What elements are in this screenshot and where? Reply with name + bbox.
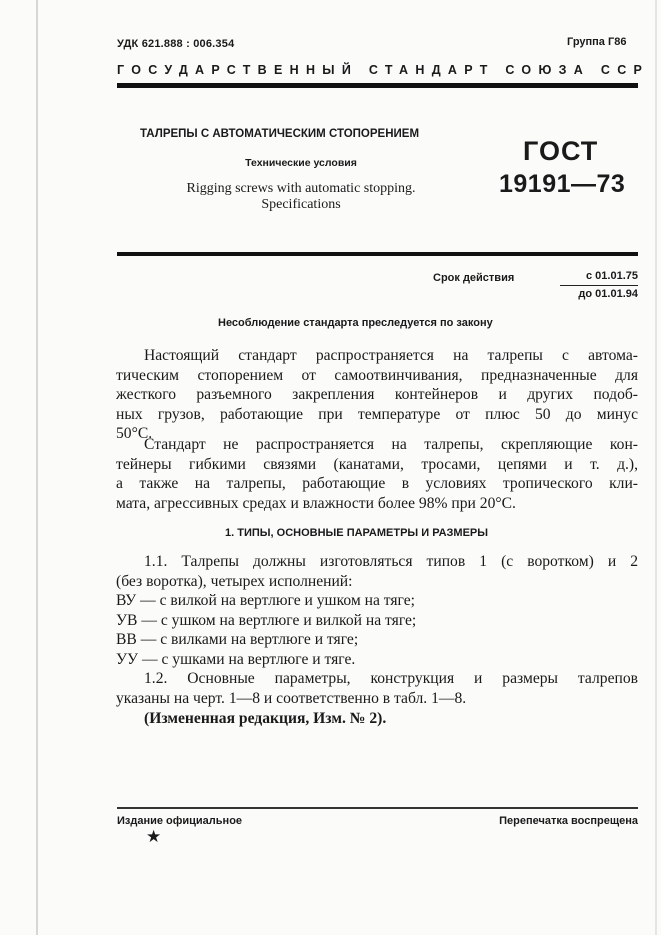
udk-code: УДК 621.888 : 006.354 [117, 38, 235, 50]
type-item-vv: ВВ — с вилками на вертлюге и тяге; [116, 631, 359, 648]
text-line: мата, агрессивных средах и влажности более 98% при 20°C. [116, 494, 516, 512]
validity-divider [560, 285, 638, 286]
banner-rule [117, 83, 638, 88]
intro-paragraph-1 [116, 346, 638, 444]
title-en [140, 181, 462, 213]
type-item-uv: УВ — с ушком на вертлюге и вилкой на тяге; [116, 611, 417, 629]
footer-official: Издание официальное [117, 815, 243, 827]
text-line: указаны на черт. 1—8 и соответственно в табл. 1—8. [116, 689, 467, 707]
star-icon: ★ [146, 827, 162, 847]
footer-no-reprint: Перепечатка воспрещена [499, 815, 638, 827]
validity-to: до 01.01.94 [578, 288, 638, 300]
scan-edge-left [36, 0, 38, 935]
text-line: Стандарт не распространяется на талрепы, скрепляющие кон- [144, 436, 638, 453]
text-line: 50°C. [116, 425, 153, 442]
intro-paragraph-2 [116, 435, 638, 513]
text-line: 1.2. Основные параметры, конструкция и размеры талрепов [144, 670, 638, 687]
text-line: 1.1. Талрепы должны изготовляться типов 1 (с воротком) и 2 [144, 553, 638, 570]
footer-rule [117, 807, 638, 809]
gost-number: 19191—73 [499, 170, 626, 198]
subtitle-ru: Технические условия [245, 157, 357, 169]
standard-banner: ГОСУДАРСТВЕННЫЙ СТАНДАРТ СОЮЗА ССР [117, 63, 650, 77]
gost-label: ГОСТ [523, 136, 599, 166]
section-1-heading: 1. ТИПЫ, ОСНОВНЫЕ ПАРАМЕТРЫ И РАЗМЕРЫ [225, 527, 489, 539]
type-item-vu: ВУ — с вилкой на вертлюге и ушком на тяге; [116, 592, 416, 609]
validity-label: Срок действия [433, 272, 515, 284]
text-line: жесткого разъемного закрепления контейнеров и других подоб- [116, 386, 638, 403]
text-line: (без воротка), четырех исполнений: [116, 572, 353, 590]
text-line: ных грузов, работающие при температуре от плюс 50 до минус [116, 405, 638, 423]
validity-from: с 01.01.75 [586, 270, 638, 282]
text-line: тическим стопорением от самоотвинчивания, предназначенные для [116, 366, 638, 384]
text-line: тейнеры гибкими связями (канатами, тросами, цепями и т. д.), [116, 455, 638, 473]
text-line: а также на талрепы, работающие в условиях тропического кли- [116, 475, 638, 492]
section-1-body [116, 552, 638, 729]
scan-edge-right [655, 0, 657, 935]
title-en-line1: Rigging screws with automatic stopping. [186, 181, 416, 196]
text-line: Настоящий стандарт распространяется на талрепы с автома- [144, 347, 638, 364]
type-item-uu: УУ — с ушками на вертлюге и тяге. [116, 650, 356, 668]
group-code: Группа Г86 [567, 36, 627, 48]
law-notice: Несоблюдение стандарта преследуется по закону [218, 317, 493, 329]
title-rule [117, 252, 638, 256]
revision-note: (Измененная редакция, Изм. № 2). [144, 710, 387, 727]
title-ru: ТАЛРЕПЫ С АВТОМАТИЧЕСКИМ СТОПОРЕНИЕМ [140, 128, 420, 140]
title-en-line2: Specifications [261, 197, 341, 212]
